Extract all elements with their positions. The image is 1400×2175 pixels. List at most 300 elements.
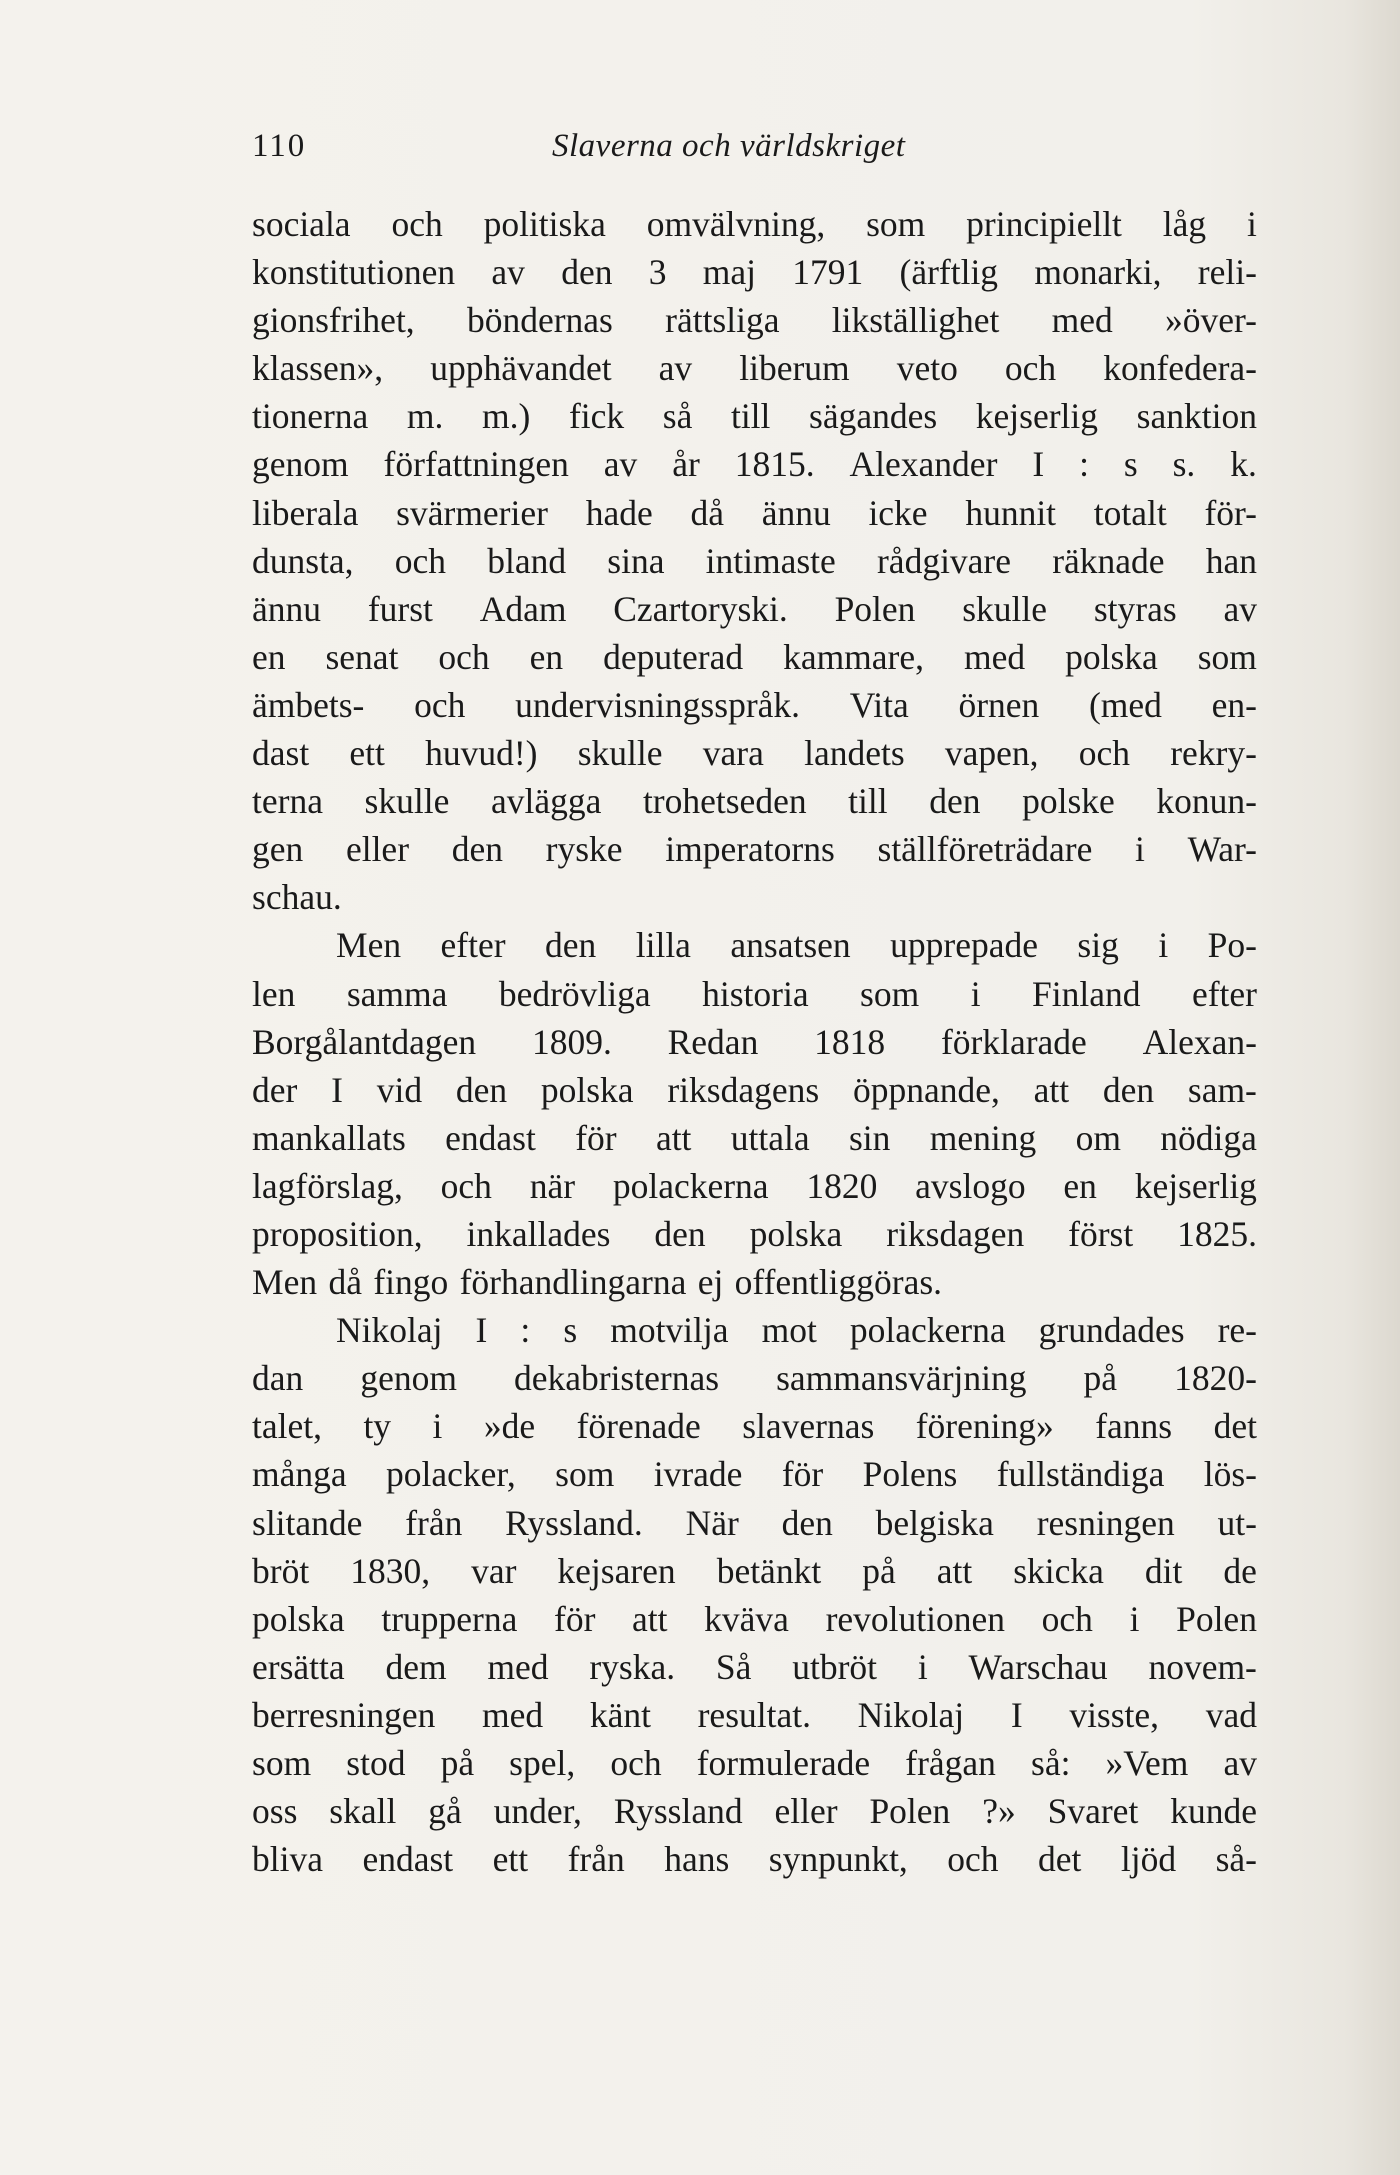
word: War- (1187, 829, 1257, 870)
word: gen (252, 829, 304, 870)
word: polska (252, 1598, 345, 1639)
word: s. (1172, 444, 1196, 485)
word: kejsaren (557, 1550, 676, 1591)
word: dit (1144, 1550, 1183, 1591)
word: och (440, 1165, 492, 1206)
word: sin (848, 1117, 891, 1158)
word: m. (406, 396, 444, 437)
word: sammansvärjning (776, 1358, 1027, 1399)
word: med (487, 1646, 549, 1687)
word: dem (385, 1646, 447, 1687)
word: undervisningsspråk. (515, 684, 801, 725)
word: den (545, 925, 597, 966)
word: nödiga (1160, 1117, 1257, 1158)
text-line (252, 344, 1257, 392)
word: liberum (739, 348, 850, 389)
word: en (1063, 1165, 1097, 1206)
word: år (672, 444, 700, 485)
word: från (405, 1502, 463, 1543)
word: ställföreträdare (877, 829, 1093, 870)
word: schau. (252, 877, 342, 918)
text-line (252, 1787, 1257, 1835)
word: ett (349, 733, 385, 774)
word: maj (702, 252, 756, 293)
word: stod (346, 1743, 406, 1783)
word: den (1102, 1069, 1155, 1110)
text-line (252, 1210, 1257, 1258)
word: kväva (704, 1598, 789, 1639)
word: fingo (373, 1262, 449, 1303)
word: sig (1077, 925, 1119, 966)
word: och (1041, 1598, 1093, 1639)
word: ryske (545, 829, 623, 870)
text-line (252, 777, 1257, 825)
word: 1791 (792, 252, 864, 293)
word: efter (1191, 973, 1257, 1014)
word: under, (493, 1791, 582, 1832)
word: så: (1031, 1743, 1071, 1783)
word: I (1010, 1694, 1023, 1735)
word: eller (774, 1791, 838, 1832)
running-title: Slaverna och världskriget (552, 128, 906, 164)
word: proposition, (252, 1213, 423, 1254)
word: sägandes (809, 396, 938, 437)
word: Po- (1207, 925, 1257, 966)
word: i (1247, 204, 1257, 244)
word: lilla (635, 925, 691, 966)
text-line (252, 729, 1257, 777)
word: furst (367, 588, 433, 629)
word: det (1213, 1406, 1257, 1447)
text-line (252, 1643, 1257, 1691)
word: av (1223, 1743, 1257, 1783)
word: och (1004, 348, 1057, 389)
word: han (1205, 540, 1257, 581)
word: talet, (252, 1406, 322, 1447)
word: riksdagen (886, 1213, 1025, 1254)
word: och (610, 1743, 662, 1783)
word: bedrövliga (498, 973, 651, 1014)
word: Nikolaj (857, 1694, 965, 1735)
word: 1825. (1177, 1213, 1257, 1254)
word: totalt (1093, 492, 1167, 533)
word: vid (376, 1069, 423, 1110)
word: öppnande, (852, 1069, 1000, 1110)
word: upphävandet (430, 348, 612, 389)
text-line (252, 1547, 1257, 1595)
word: kejserlig (1134, 1165, 1257, 1206)
word: en- (1211, 684, 1257, 725)
word: polackerna (849, 1310, 1006, 1351)
word: Nikolaj (336, 1310, 443, 1351)
word: för (554, 1598, 596, 1639)
word: oss (252, 1791, 298, 1832)
text-line (252, 1691, 1257, 1739)
text-line (252, 296, 1257, 344)
word: endast (362, 1839, 454, 1880)
word: räknade (1052, 540, 1165, 581)
word: imperatorns (665, 829, 835, 870)
word: förenade (576, 1406, 701, 1447)
word: för- (1204, 492, 1257, 533)
word: den (561, 252, 613, 293)
word: principiellt (966, 204, 1122, 244)
word: dan (252, 1358, 304, 1399)
text-line (252, 1739, 1257, 1787)
word: polacker, (386, 1454, 516, 1495)
word: polska (1065, 636, 1158, 677)
word: : (520, 1310, 531, 1351)
word: genom (252, 444, 349, 485)
word: på (862, 1550, 896, 1591)
word: slavernas (742, 1406, 875, 1447)
word: av (603, 444, 638, 485)
word: grundades (1038, 1310, 1185, 1351)
word: och (947, 1839, 999, 1880)
word: betänkt (716, 1550, 822, 1591)
text-line (252, 681, 1257, 729)
text-line (252, 633, 1257, 681)
word: I (1032, 444, 1045, 485)
text-line (252, 1306, 1257, 1354)
word: att (1033, 1069, 1070, 1110)
word: efter (440, 925, 506, 966)
text-line (252, 1595, 1257, 1643)
word: känt (589, 1694, 651, 1735)
word: eller (345, 829, 410, 870)
word: k. (1230, 444, 1257, 485)
word: lagförslag, (252, 1165, 403, 1206)
word: senat (325, 636, 399, 677)
word: skall (329, 1791, 397, 1832)
word: var (471, 1550, 517, 1591)
word: bliva (252, 1839, 323, 1880)
word: fanns (1095, 1406, 1173, 1447)
word: terna (252, 781, 323, 822)
word: 1818 (814, 1021, 886, 1062)
word: upprepade (890, 925, 1038, 966)
word: belgiska (875, 1502, 994, 1543)
word: i (1158, 925, 1169, 966)
word: intimaste (705, 540, 836, 581)
word: Alexander (849, 444, 998, 485)
word: polske (1022, 781, 1115, 822)
word: styras (1093, 588, 1177, 629)
word: i (432, 1406, 443, 1447)
word: sociala (252, 204, 351, 244)
word: 1830, (350, 1550, 431, 1591)
word: endast (445, 1117, 536, 1158)
word: en (529, 636, 564, 677)
word: historia (702, 973, 809, 1014)
word: i (1129, 1598, 1140, 1639)
body-text (252, 200, 1257, 1883)
word: som (252, 1743, 312, 1783)
word: så- (1215, 1839, 1257, 1880)
word: der (252, 1069, 298, 1110)
word: offentliggöras. (734, 1262, 943, 1303)
word: »över- (1165, 300, 1257, 341)
word: Svaret (1047, 1791, 1139, 1832)
word: skulle (364, 781, 450, 822)
page-header (252, 128, 1262, 178)
word: av (1223, 588, 1257, 629)
word: När (685, 1502, 739, 1543)
word: »Vem (1105, 1743, 1189, 1783)
word: hade (585, 492, 653, 533)
word: frågan (905, 1743, 996, 1783)
word: svärmerier (396, 492, 548, 533)
word: som (555, 1454, 615, 1495)
word: till (848, 781, 888, 822)
text-line (252, 1066, 1257, 1114)
text-line (252, 921, 1257, 969)
word: och (414, 684, 466, 725)
word: av (658, 348, 693, 389)
word: inkallades (466, 1213, 611, 1254)
word: mot (761, 1310, 817, 1351)
text-line (252, 1402, 1257, 1450)
word: förklarade (940, 1021, 1087, 1062)
word: landets (804, 733, 905, 774)
word: spel, (509, 1743, 576, 1783)
word: (med (1088, 684, 1162, 725)
text-line (252, 585, 1257, 633)
word: m.) (482, 396, 531, 437)
word: berresningen (252, 1694, 436, 1735)
word: sanktion (1136, 396, 1257, 437)
text-line (252, 825, 1257, 873)
word: kejserlig (975, 396, 1099, 437)
word: Polens (862, 1454, 958, 1495)
word: resningen (1036, 1502, 1175, 1543)
word: trohetseden (642, 781, 807, 822)
word: fick (568, 396, 625, 437)
word: så (662, 396, 693, 437)
word: som (860, 973, 920, 1014)
page-number: 110 (252, 128, 307, 164)
word: vara (702, 733, 764, 774)
word: förening» (915, 1406, 1054, 1447)
word: samma (346, 973, 448, 1014)
word: visste, (1069, 1694, 1160, 1735)
word: resultat. (697, 1694, 811, 1735)
word: Vita (849, 684, 909, 725)
word: och (391, 204, 443, 244)
word: Warschau (968, 1646, 1108, 1687)
word: Finland (1032, 973, 1141, 1014)
word: likställighet (831, 300, 1000, 341)
word: om (1075, 1117, 1121, 1158)
word: att (655, 1117, 692, 1158)
word: klassen», (252, 348, 384, 389)
text-line (252, 873, 1257, 921)
word: de (1223, 1550, 1257, 1591)
word: deputerad (603, 636, 744, 677)
word: lös- (1203, 1454, 1257, 1495)
word: det (1038, 1839, 1082, 1880)
word: böndernas (466, 300, 613, 341)
word: politiska (483, 204, 606, 244)
word: i (1135, 829, 1145, 870)
text-line (252, 1354, 1257, 1402)
word: författningen (383, 444, 569, 485)
word: då (690, 492, 724, 533)
word: Polen (834, 588, 916, 629)
text-line (252, 489, 1257, 537)
word: rekry- (1170, 733, 1257, 774)
word: som (866, 204, 926, 244)
word: i (917, 1646, 928, 1687)
word: 1820 (806, 1165, 878, 1206)
word: vapen, (944, 733, 1039, 774)
word: och (394, 540, 447, 581)
word: mankallats (252, 1117, 406, 1158)
word: att (936, 1550, 973, 1591)
word: för (575, 1117, 617, 1158)
word: den (451, 829, 503, 870)
text-line (252, 1114, 1257, 1162)
word: riksdagens (667, 1069, 820, 1110)
word: ett (492, 1839, 529, 1880)
word: len (252, 973, 296, 1014)
text-line (252, 1835, 1257, 1883)
word: hans (664, 1839, 730, 1880)
word: för (781, 1454, 824, 1495)
word: motvilja (610, 1310, 729, 1351)
word: Polen (869, 1791, 951, 1832)
word: Borgålantdagen (252, 1021, 477, 1062)
word: monarki, (1034, 252, 1162, 293)
word: trupperna (381, 1598, 518, 1639)
word: veto (896, 348, 958, 389)
word: ivrade (653, 1454, 743, 1495)
word: icke (868, 492, 928, 533)
word: då (328, 1262, 362, 1303)
word: Ryssland. (505, 1502, 643, 1543)
word: hunnit (965, 492, 1057, 533)
word: när (529, 1165, 576, 1206)
word: konfedera- (1103, 348, 1257, 389)
word: liberala (252, 492, 359, 533)
word: I (331, 1069, 343, 1110)
word: bland (487, 540, 567, 581)
word: gionsfrihet, (252, 300, 415, 341)
word: Så (715, 1646, 752, 1687)
word: ljöd (1120, 1839, 1177, 1880)
text-line (252, 1162, 1257, 1210)
word: och (438, 636, 490, 677)
word: konstitutionen (252, 252, 456, 293)
word: ännu (252, 588, 322, 629)
word: dast (252, 733, 310, 774)
word: ut- (1217, 1502, 1257, 1543)
word: polackerna (612, 1165, 769, 1206)
word: avslogo (915, 1165, 1026, 1206)
word: 1815. (734, 444, 815, 485)
word: ty (363, 1406, 392, 1447)
word: polska (540, 1069, 634, 1110)
word: (ärftlig (899, 252, 999, 293)
word: ej (697, 1262, 724, 1303)
word: gå (428, 1791, 462, 1832)
word: rättsliga (665, 300, 780, 341)
word: skulle (577, 733, 663, 774)
word: av (491, 252, 525, 293)
word: kammare, (783, 636, 925, 677)
text-line (252, 200, 1257, 248)
word: uttala (730, 1117, 810, 1158)
word: ansatsen (730, 925, 851, 966)
word: slitande (252, 1502, 363, 1543)
word: 1809. (531, 1021, 612, 1062)
word: rådgivare (876, 540, 1012, 581)
word: Alexan- (1142, 1021, 1257, 1062)
text-line (252, 1018, 1257, 1066)
word: Czartoryski. (613, 588, 788, 629)
word: formulerade (696, 1743, 871, 1783)
word: Polen (1176, 1598, 1257, 1639)
word: Adam (479, 588, 567, 629)
word: omvälvning, (646, 204, 826, 244)
word: med (482, 1694, 544, 1735)
word: : (1079, 444, 1089, 485)
word: tionerna (252, 396, 369, 437)
word: I (475, 1310, 488, 1351)
word: många (252, 1454, 347, 1495)
word: huvud!) (425, 733, 538, 774)
word: skulle (962, 588, 1048, 629)
word: Men (252, 1262, 318, 1303)
word: ?» (982, 1791, 1016, 1832)
text-line (252, 537, 1257, 585)
word: först (1068, 1213, 1134, 1254)
word: den (654, 1213, 706, 1254)
word: ersätta (252, 1646, 345, 1687)
word: örnen (958, 684, 1040, 725)
word: revolutionen (825, 1598, 1006, 1639)
word: Ryssland (613, 1791, 743, 1832)
text-line (252, 1258, 1257, 1306)
word: ryska. (589, 1646, 676, 1687)
word: på (1083, 1358, 1118, 1399)
word: på (440, 1743, 475, 1783)
text-line (252, 1450, 1257, 1498)
word: genom (360, 1358, 457, 1399)
text-line (252, 248, 1257, 296)
word: låg (1162, 204, 1207, 244)
word: till (730, 396, 771, 437)
word: 1820- (1174, 1358, 1257, 1399)
word: att (632, 1598, 668, 1639)
word: »de (483, 1406, 536, 1447)
word: synpunkt, (768, 1839, 908, 1880)
word: i (970, 973, 981, 1014)
word: sam- (1187, 1069, 1257, 1110)
word: Men (336, 925, 402, 966)
word: med (963, 636, 1026, 677)
word: novem- (1148, 1646, 1257, 1687)
word: och (1078, 733, 1130, 774)
word: Redan (667, 1021, 759, 1062)
word: s (1123, 444, 1138, 485)
word: vad (1205, 1694, 1257, 1735)
word: den (929, 781, 981, 822)
text-line (252, 392, 1257, 440)
word: från (567, 1839, 625, 1880)
word: bröt (252, 1550, 310, 1591)
word: den (781, 1502, 833, 1543)
